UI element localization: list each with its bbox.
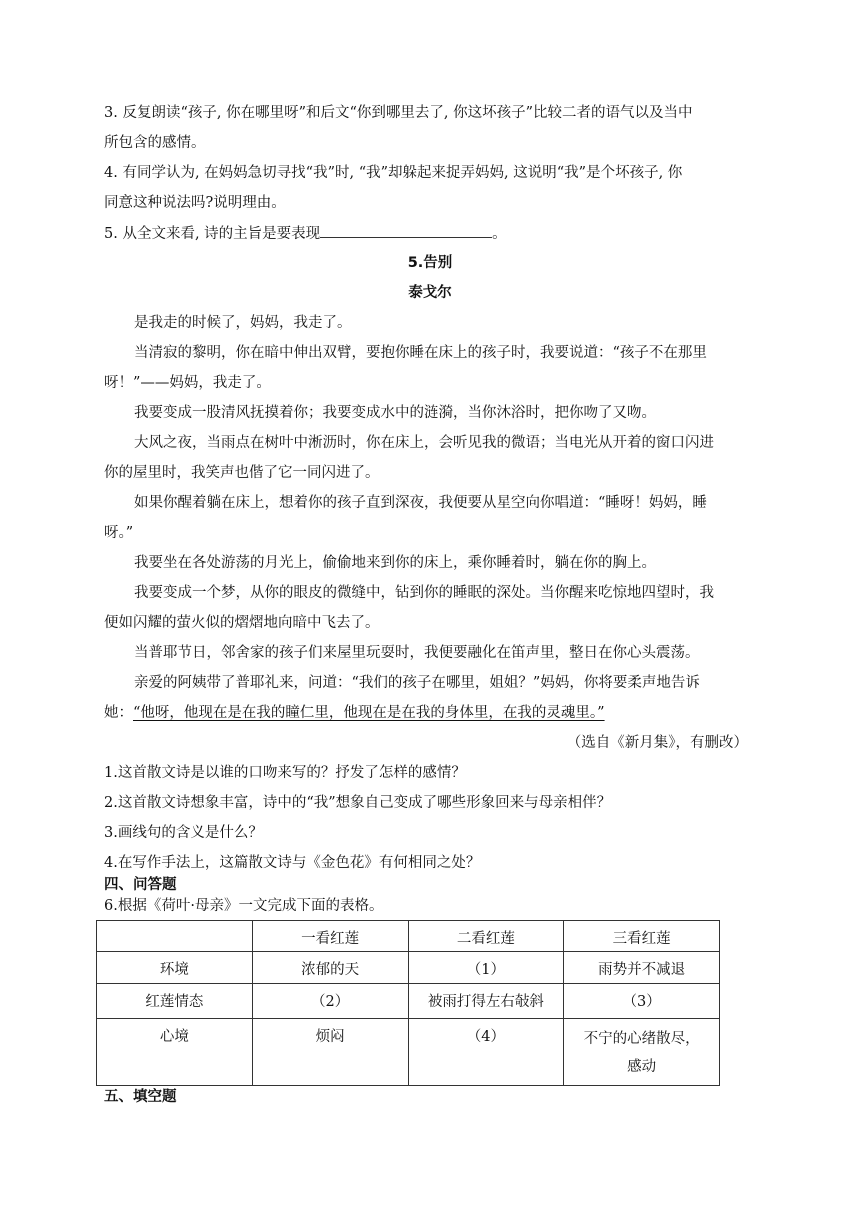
poem-paragraph-4-line-1: 大风之夜，当雨点在树叶中淅沥时，你在床上，会听见我的微语；当电光从开着的窗口闪进 (134, 435, 714, 451)
row-label: 心境 (97, 1019, 253, 1086)
cell-text-line: 感动 (627, 1059, 657, 1075)
poem-paragraph-3: 我要变成一股清风抚摸着你；我要变成水中的涟漪，当你沐浴时，把你吻了又吻。 (134, 405, 656, 421)
question-5 (104, 223, 507, 244)
table-header-cell: 三看红莲 (564, 921, 720, 952)
table-cell: （1） (408, 952, 564, 984)
poem-question-2: 2.这首散文诗想象丰富，诗中的“我”想象自己变成了哪些形象回来与母亲相伴？ (104, 795, 612, 811)
question-4-line-1: 4. 有同学认为, 在妈妈急切寻找“我”时, “我”却躲起来捉弄妈妈, 这说明“我”是个坏孩子, 你 (104, 165, 683, 181)
poem-paragraph-2-line-1: 当清寂的黎明，你在暗中伸出双臂，要抱你睡在床上的孩子时，我要说道：“孩子不在那里 (134, 345, 707, 361)
section-5-heading: 五、填空题 (104, 1089, 177, 1105)
poem-paragraph-7-line-1: 我要变成一个梦，从你的眼皮的微缝中，钻到你的睡眠的深处。当你醒来吃惊地四望时，我 (134, 585, 714, 601)
answer-blank[interactable] (320, 223, 492, 238)
table-cell: （2） (252, 984, 408, 1019)
section-4-heading: 四、问答题 (104, 877, 177, 893)
question-5-prefix: 5. 从全文来看, 诗的主旨是要表现 (104, 226, 321, 242)
table-cell: 雨势并不减退 (564, 952, 720, 984)
row-label: 环境 (97, 952, 253, 984)
table-row (97, 1019, 720, 1086)
table-cell (564, 1019, 720, 1086)
poem-paragraph-7-line-2: 便如闪耀的萤火似的熠熠地向暗中飞去了。 (104, 615, 380, 631)
poem-paragraph-2-line-2: 呀！”——妈妈，我走了。 (104, 375, 271, 391)
table-header-cell: 一看红莲 (252, 921, 408, 952)
poem-paragraph-5-line-2: 呀。” (104, 525, 134, 541)
poem-paragraph-9-line-1: 亲爱的阿姨带了普耶礼来，问道：“我们的孩子在哪里，姐姐？”妈妈，你将要柔声地告诉 (134, 675, 700, 691)
table-cell: （3） (564, 984, 720, 1019)
poem-paragraph-4-line-2: 你的屋里时，我笑声也偕了它一同闪进了。 (104, 465, 380, 481)
table-cell: 被雨打得左右敧斜 (408, 984, 564, 1019)
question-6: 6.根据《荷叶·母亲》一文完成下面的表格。 (104, 898, 384, 914)
poem-paragraph-9-line-2 (104, 703, 605, 723)
cell-text-line: 不宁的心绪散尽， (583, 1031, 700, 1047)
table-header-row (97, 921, 720, 952)
row-label: 红莲情态 (97, 984, 253, 1019)
table-header-cell: 二看红莲 (408, 921, 564, 952)
question-3-line-1: 3. 反复朗读“孩子, 你在哪里呀”和后文“你到哪里去了, 你这坏孩子”比较二者的语气以及当中 (104, 105, 693, 121)
poem-paragraph-6: 我要坐在各处游荡的月光上，偷偷地来到你的床上，乘你睡着时，躺在你的胸上。 (134, 555, 656, 571)
poem-question-1: 1.这首散文诗是以谁的口吻来写的？抒发了怎样的感情？ (104, 765, 466, 781)
poem-paragraph-5-line-1: 如果你醒着躺在床上，想着你的孩子直到深夜，我便要从星空向你唱道：“睡呀！妈妈，睡 (134, 495, 707, 511)
poem-paragraph-9-prefix: 她： (104, 705, 133, 721)
question-5-suffix: 。 (492, 226, 507, 242)
table-cell: 浓郁的天 (252, 952, 408, 984)
poem-source: （选自《新月集》，有删改） (566, 735, 748, 751)
table-cell: （4） (408, 1019, 564, 1086)
underlined-sentence: “他呀，他现在是在我的瞳仁里，他现在是在我的身体里，在我的灵魂里。” (133, 705, 605, 721)
table-cell (97, 921, 253, 952)
question-3-line-2: 所包含的感情。 (104, 135, 206, 151)
poem-paragraph-8: 当普耶节日，邻舍家的孩子们来屋里玩耍时，我便要融化在笛声里，整日在你心头震荡。 (134, 645, 700, 661)
table-row (97, 952, 720, 984)
table-cell: 烦闷 (252, 1019, 408, 1086)
table-row (97, 984, 720, 1019)
poem-title: 5.告别 (407, 255, 453, 271)
poem-question-4: 4.在写作手法上，这篇散文诗与《金色花》有何相同之处？ (104, 855, 481, 871)
poem-author: 泰戈尔 (408, 285, 452, 301)
comparison-table (96, 920, 720, 1086)
poem-paragraph-1: 是我走的时候了，妈妈，我走了。 (134, 315, 352, 331)
question-4-line-2: 同意这种说法吗?说明理由。 (104, 195, 286, 211)
poem-question-3: 3.画线句的含义是什么？ (104, 825, 263, 841)
